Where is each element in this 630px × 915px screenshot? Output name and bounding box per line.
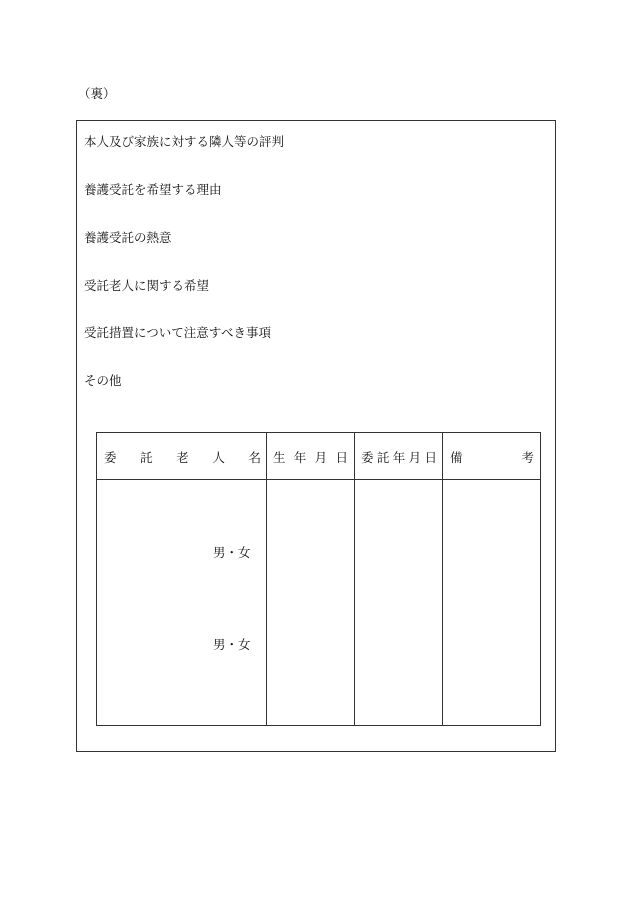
header-elderly-name [104, 448, 261, 464]
header-placement-date [361, 448, 437, 464]
header-char: 託 [140, 450, 153, 465]
header-char: 月 [408, 450, 422, 465]
header-char: 年 [392, 450, 406, 465]
header-birth-date [273, 448, 348, 464]
table-col-divider-1 [266, 433, 267, 725]
header-char: 日 [335, 450, 348, 465]
header-char: 名 [248, 450, 261, 465]
header-char: 考 [521, 450, 534, 465]
header-char: 委 [104, 450, 117, 465]
table-col-divider-3 [442, 433, 443, 725]
header-char: 月 [314, 450, 328, 465]
field-neighbor-reputation: 本人及び家族に対する隣人等の評判 [84, 134, 285, 149]
table-header-divider [97, 479, 540, 480]
field-enthusiasm: 養護受託の熱意 [84, 230, 172, 245]
table-col-divider-2 [354, 433, 355, 725]
header-char: 日 [424, 450, 437, 465]
header-char: 年 [293, 450, 307, 465]
header-char: 委 [361, 450, 374, 465]
header-char: 老 [176, 450, 189, 465]
header-char: 生 [273, 450, 286, 465]
header-char: 託 [376, 450, 390, 465]
header-remarks [450, 448, 534, 464]
page-label: （裏） [78, 86, 116, 101]
form-box [76, 120, 556, 752]
table-row-2-gender: 男・女 [213, 637, 251, 652]
field-elderly-preference: 受託老人に関する希望 [84, 278, 210, 293]
table-row-1-gender: 男・女 [213, 545, 251, 560]
placement-table [96, 432, 541, 726]
field-other: その他 [84, 373, 122, 388]
field-reason-for-request: 養護受託を希望する理由 [84, 182, 222, 197]
header-char: 人 [212, 450, 225, 465]
field-notes-on-placement: 受託措置について注意すべき事項 [84, 325, 272, 340]
header-char: 備 [450, 450, 463, 465]
